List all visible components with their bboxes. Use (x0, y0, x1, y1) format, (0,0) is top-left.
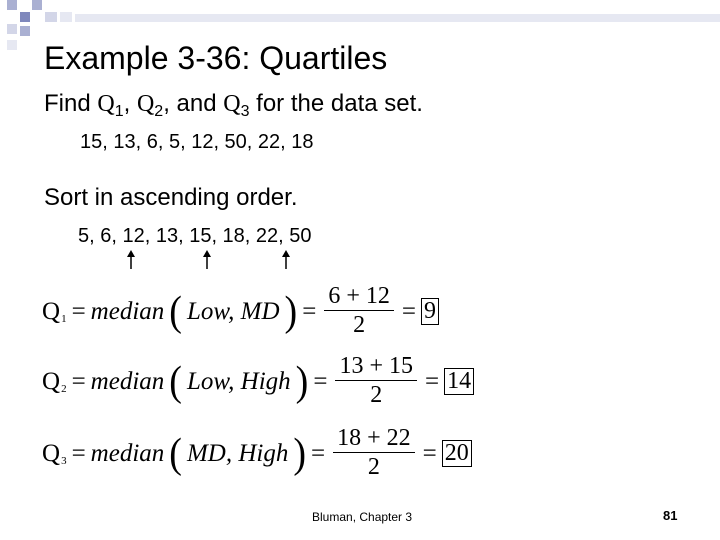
equals-sign: = (71, 367, 86, 395)
prompt-text (44, 90, 423, 121)
q3-equation (42, 426, 472, 482)
sorted-data: 5, 6, 12, 13, 15, 18, 22, 50 (78, 225, 312, 247)
prompt-suffix: for the data set. (249, 90, 423, 117)
md-pointer-arrow-icon (202, 250, 212, 270)
median-arguments: MD, High (186, 439, 289, 467)
equals-sign: = (313, 367, 328, 395)
high-pointer-arrow-icon (281, 250, 291, 270)
open-paren: ( (169, 288, 182, 335)
equals-sign: = (71, 297, 86, 325)
fraction (335, 354, 417, 410)
equals-sign: = (71, 439, 86, 467)
quartile-symbol: $Q_3$ (42, 439, 67, 467)
equals-sign: = (302, 297, 317, 325)
median-arguments: Low, MD (186, 297, 280, 325)
low-pointer-arrow-icon (126, 250, 136, 270)
equals-sign: = (422, 439, 437, 467)
q3-symbol: $Q_3$ (223, 91, 250, 120)
close-paren: ) (293, 430, 306, 477)
median-function: median (90, 297, 165, 325)
fraction-denominator: 2 (367, 454, 380, 481)
q2-equation (42, 354, 474, 410)
open-paren: ( (169, 430, 182, 477)
quartile-symbol: $Q_1$ (42, 297, 67, 325)
equals-sign: = (310, 439, 326, 467)
median-function: median (90, 367, 165, 395)
page-number: 81 (663, 508, 678, 523)
q1-equation (42, 284, 439, 340)
fraction-denominator: 2 (353, 312, 366, 339)
prompt-separator: , (123, 90, 137, 117)
q2-symbol: $Q_2$ (136, 91, 164, 120)
result-box: 9 (421, 298, 439, 325)
median-function: median (90, 439, 165, 467)
median-arguments: Low, High (186, 367, 291, 395)
result-box: 20 (442, 440, 472, 467)
fraction-numerator: 18 + 22 (333, 426, 415, 453)
prompt-prefix: Find (44, 90, 98, 117)
fraction (333, 426, 415, 482)
fraction-numerator: 6 + 12 (324, 284, 394, 311)
slide-title: Example 3-36: Quartiles (44, 40, 388, 76)
result-box: 14 (444, 368, 474, 395)
q1-symbol: $Q_1$ (97, 91, 124, 120)
fraction-denominator: 2 (370, 382, 383, 409)
equals-sign: = (401, 297, 416, 325)
quartile-symbol: $Q_2$ (42, 367, 67, 395)
equals-sign: = (424, 367, 440, 395)
slide-footer: Bluman, Chapter 3 (312, 510, 413, 524)
fraction-numerator: 13 + 15 (335, 354, 417, 381)
open-paren: ( (169, 358, 182, 405)
data-set: 15, 13, 6, 5, 12, 50, 22, 18 (80, 131, 314, 153)
fraction (324, 284, 394, 340)
close-paren: ) (284, 288, 298, 335)
close-paren: ) (295, 358, 309, 405)
sort-instruction: Sort in ascending order. (44, 184, 298, 211)
prompt-separator: , and (163, 90, 224, 117)
